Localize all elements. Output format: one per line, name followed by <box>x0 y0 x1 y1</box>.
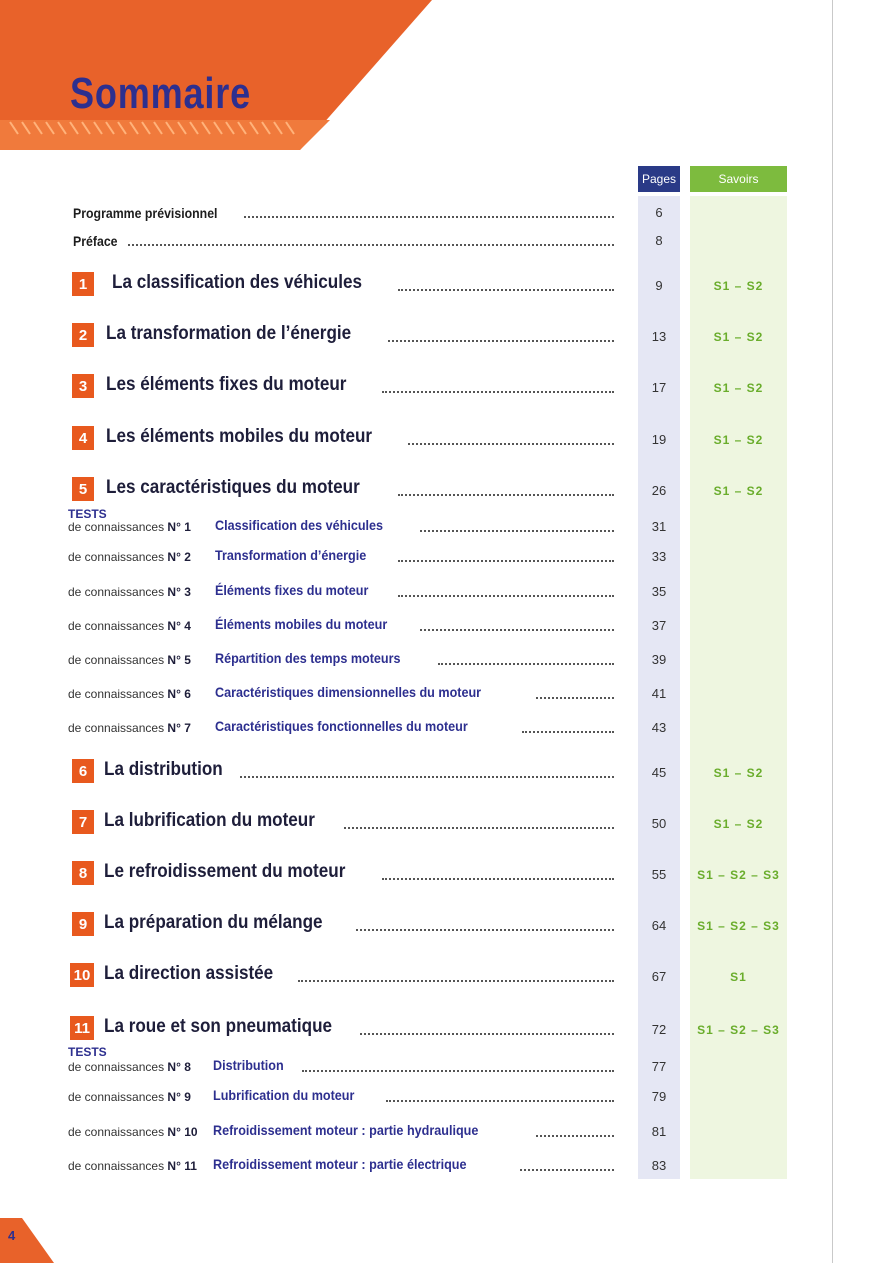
dot-leader <box>128 244 614 246</box>
page-number: 37 <box>651 618 667 633</box>
savoirs-value: S1 – S2 <box>713 484 764 498</box>
page-number: 8 <box>655 233 663 248</box>
toc-entry-programme: Programme prévisionnel <box>73 205 218 221</box>
page-number-footer: 4 <box>8 1228 16 1243</box>
dot-leader <box>398 494 614 496</box>
page-number: 72 <box>651 1022 667 1037</box>
test-title: Distribution <box>213 1057 284 1073</box>
dot-leader <box>536 1135 614 1137</box>
test-title: Éléments fixes du moteur <box>215 582 369 598</box>
page-number: 33 <box>651 549 667 564</box>
test-prefix <box>68 550 191 564</box>
dot-leader <box>240 776 614 778</box>
savoirs-value: S1 – S2 <box>713 330 764 344</box>
test-title: Caractéristiques fonctionnelles du moteur <box>215 718 468 734</box>
test-prefix <box>68 520 191 534</box>
test-prefix <box>68 619 191 633</box>
page-edge-divider <box>832 0 833 1263</box>
chapter-number-badge: 1 <box>72 272 94 296</box>
savoirs-value: S1 – S2 <box>713 766 764 780</box>
chapter-title: La distribution <box>104 759 223 780</box>
dot-leader <box>298 980 614 982</box>
test-prefix-text: de connaissances <box>68 1125 165 1139</box>
dot-leader <box>522 731 614 733</box>
test-prefix-text: de connaissances <box>68 585 165 599</box>
page-number: 35 <box>651 584 667 599</box>
savoirs-value: S1 <box>730 970 747 984</box>
page-number: 67 <box>651 969 667 984</box>
page-number: 50 <box>651 816 667 831</box>
dot-leader <box>398 595 614 597</box>
dot-leader <box>398 560 614 562</box>
dot-leader <box>520 1169 614 1171</box>
dot-leader <box>302 1070 614 1072</box>
page-number: 39 <box>651 652 667 667</box>
savoirs-value: S1 – S2 <box>713 381 764 395</box>
page-number: 9 <box>655 278 663 293</box>
dot-leader <box>408 443 614 445</box>
dot-leader <box>244 216 614 218</box>
page-number: 26 <box>651 483 667 498</box>
page-number: 79 <box>651 1089 667 1104</box>
chapter-number-badge: 4 <box>72 426 94 450</box>
dot-leader <box>356 929 614 931</box>
page-number: 6 <box>655 205 663 220</box>
savoirs-value: S1 – S2 <box>713 279 764 293</box>
test-title: Refroidissement moteur : partie électrique <box>213 1156 467 1172</box>
dot-leader <box>386 1100 614 1102</box>
chapter-title: Les éléments fixes du moteur <box>106 374 347 395</box>
test-number: N° 2 <box>167 550 191 564</box>
test-title: Classification des véhicules <box>215 517 384 533</box>
test-title: Lubrification du moteur <box>213 1087 355 1103</box>
test-title: Refroidissement moteur : partie hydraulique <box>213 1122 479 1138</box>
chapter-title: La lubrification du moteur <box>104 810 315 831</box>
dot-leader <box>344 827 614 829</box>
test-prefix-text: de connaissances <box>68 653 165 667</box>
chapter-number-badge: 8 <box>72 861 94 885</box>
test-prefix-text: de connaissances <box>68 721 165 735</box>
test-prefix <box>68 653 191 667</box>
chapter-number-badge: 6 <box>72 759 94 783</box>
page-number: 64 <box>651 918 667 933</box>
page-number: 83 <box>651 1158 667 1173</box>
test-number: N° 5 <box>167 653 191 667</box>
savoirs-value: S1 – S2 – S3 <box>697 868 780 882</box>
savoirs-value: S1 – S2 <box>713 817 764 831</box>
page-number: 41 <box>651 686 667 701</box>
page-number: 31 <box>651 519 667 534</box>
chapter-number-badge: 7 <box>72 810 94 834</box>
dot-leader <box>438 663 614 665</box>
dot-leader <box>536 697 614 699</box>
chapter-title: La classification des véhicules <box>112 272 362 293</box>
tests-heading: TESTS <box>68 1045 107 1059</box>
chapter-number-badge: 10 <box>70 963 94 987</box>
test-prefix <box>68 1060 191 1074</box>
chapter-title: La transformation de l’énergie <box>106 323 352 344</box>
savoirs-value: S1 – S2 – S3 <box>697 919 780 933</box>
savoirs-column-header: Savoirs <box>690 166 787 192</box>
page-title: Sommaire <box>70 69 252 118</box>
test-prefix <box>68 585 191 599</box>
page-number: 13 <box>651 329 667 344</box>
chapter-title: La préparation du mélange <box>104 912 323 933</box>
test-number: N° 9 <box>167 1090 191 1104</box>
test-prefix-text: de connaissances <box>68 619 165 633</box>
test-number: N° 8 <box>167 1060 191 1074</box>
chapter-number-badge: 5 <box>72 477 94 501</box>
test-title: Éléments mobiles du moteur <box>215 616 388 632</box>
test-prefix <box>68 687 191 701</box>
savoirs-value: S1 – S2 <box>713 433 764 447</box>
page-number: 55 <box>651 867 667 882</box>
test-prefix <box>68 1090 191 1104</box>
savoirs-value: S1 – S2 – S3 <box>697 1023 780 1037</box>
chapter-title: La direction assistée <box>104 963 274 984</box>
test-prefix-text: de connaissances <box>68 687 165 701</box>
page-number: 81 <box>651 1124 667 1139</box>
dot-leader <box>398 289 614 291</box>
test-prefix-text: de connaissances <box>68 550 165 564</box>
page-number: 43 <box>651 720 667 735</box>
chapter-number-badge: 11 <box>70 1016 94 1040</box>
test-prefix-text: de connaissances <box>68 1159 165 1173</box>
test-prefix-text: de connaissances <box>68 520 165 534</box>
test-title: Caractéristiques dimensionnelles du moteur <box>215 684 482 700</box>
toc-entry-preface: Préface <box>73 233 118 249</box>
test-number: N° 4 <box>167 619 191 633</box>
pages-column-header: Pages <box>638 166 680 192</box>
test-number: N° 6 <box>167 687 191 701</box>
chapter-number-badge: 9 <box>72 912 94 936</box>
dot-leader <box>420 629 614 631</box>
page-number: 77 <box>651 1059 667 1074</box>
dot-leader <box>382 878 614 880</box>
chapter-title: Le refroidissement du moteur <box>104 861 346 882</box>
chapter-title: Les éléments mobiles du moteur <box>106 426 373 447</box>
page-number: 19 <box>651 432 667 447</box>
dot-leader <box>420 530 614 532</box>
test-number: N° 1 <box>167 520 191 534</box>
page-number: 45 <box>651 765 667 780</box>
chapter-number-badge: 3 <box>72 374 94 398</box>
chapter-title: La roue et son pneumatique <box>104 1016 333 1037</box>
chapter-title: Les caractéristiques du moteur <box>106 477 360 498</box>
dot-leader <box>388 340 614 342</box>
test-number: N° 7 <box>167 721 191 735</box>
tests-heading: TESTS <box>68 507 107 521</box>
test-prefix-text: de connaissances <box>68 1060 165 1074</box>
test-prefix <box>68 721 191 735</box>
page-number: 17 <box>651 380 667 395</box>
test-number: N° 10 <box>167 1125 198 1139</box>
test-number: N° 11 <box>167 1159 197 1173</box>
test-title: Transformation d’énergie <box>215 547 367 563</box>
test-prefix <box>68 1159 197 1173</box>
test-number: N° 3 <box>167 585 191 599</box>
test-prefix <box>68 1125 198 1139</box>
chapter-number-badge: 2 <box>72 323 94 347</box>
test-title: Répartition des temps moteurs <box>215 650 401 666</box>
dot-leader <box>360 1033 614 1035</box>
test-prefix-text: de connaissances <box>68 1090 165 1104</box>
dot-leader <box>382 391 614 393</box>
